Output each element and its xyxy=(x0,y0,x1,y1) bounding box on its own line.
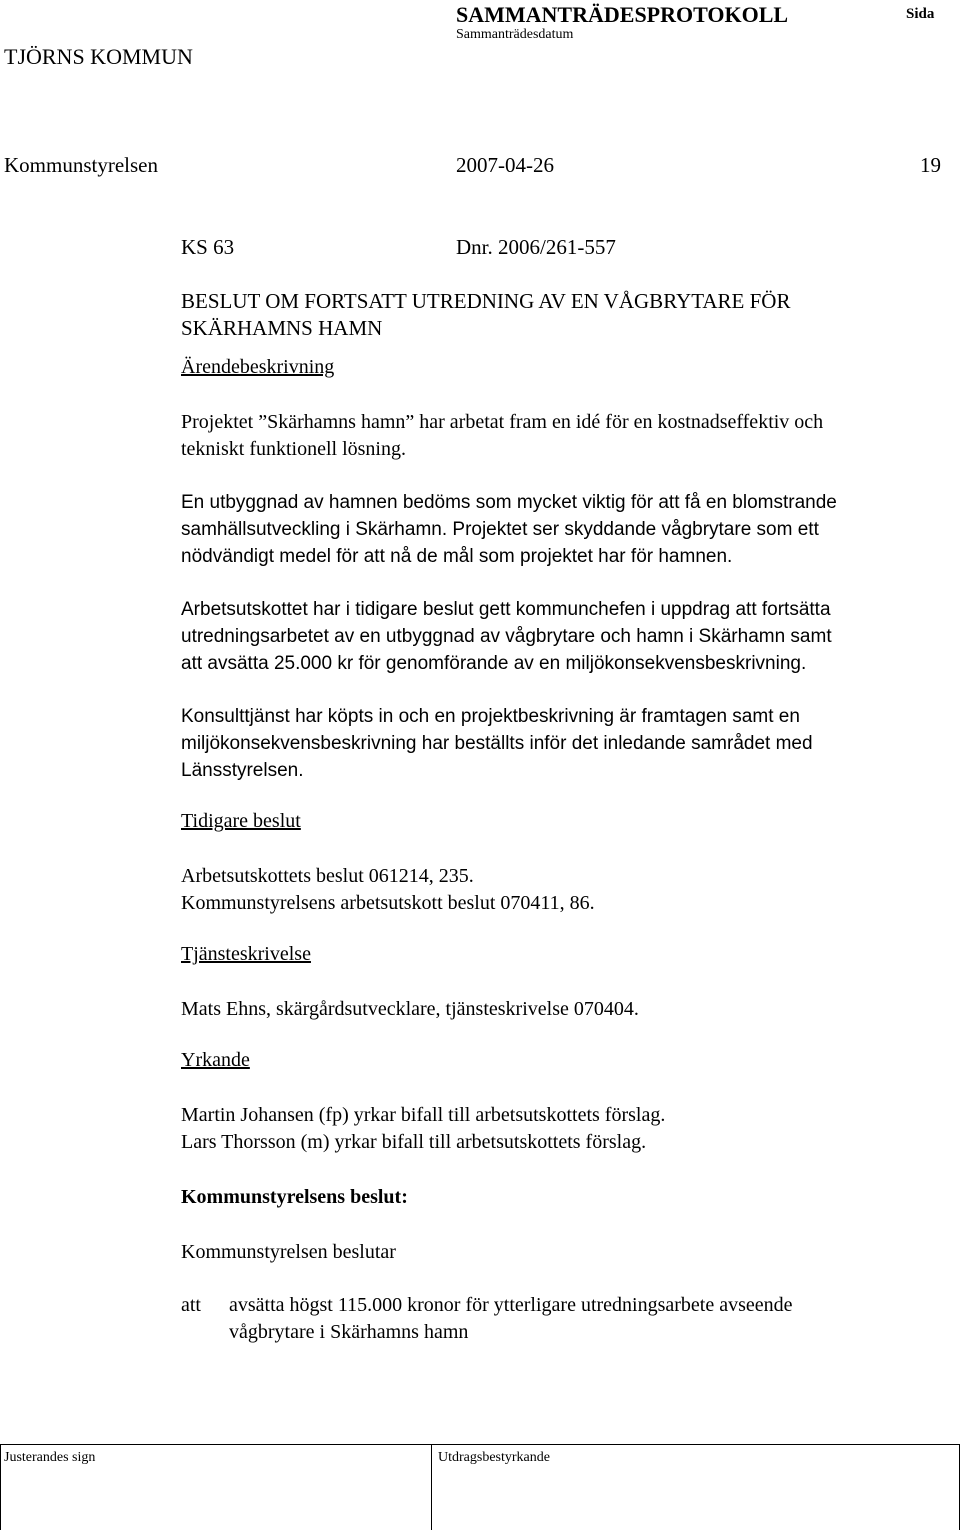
previous-decision-heading: Tidigare beslut xyxy=(181,810,301,832)
decision-item xyxy=(181,1292,941,1346)
description-paragraph-2: En utbyggnad av hamnen bedöms som mycket viktig för att få en blomstrande samhällsutveckling i Skärhamn. Projektet ser skyddande vågbrytare som ett nödvändigt medel för att nå de mål som projektet har för hamnen. xyxy=(181,492,837,567)
case-dnr: Dnr. 2006/261-557 xyxy=(456,235,616,259)
description-paragraph-3: Arbetsutskottet har i tidigare beslut gett kommunchefen i uppdrag att fortsätta utredningsarbetet av en utbyggnad av vågbrytare och hamn i Skärhamn samt att avsätta 25.000 kr för genomförande av en miljökonsekvensbeskrivning. xyxy=(181,599,832,674)
decision-lead: att xyxy=(181,1294,201,1316)
previous-decision-text: Arbetsutskottets beslut 061214, 235. Kommunstyrelsens arbetsutskott beslut 070411, 86. xyxy=(181,865,595,914)
description-heading: Ärendebeskrivning xyxy=(181,356,335,378)
footer-border-left xyxy=(0,1444,1,1530)
motion-heading: Yrkande xyxy=(181,1049,250,1071)
meeting-body: Kommunstyrelsen xyxy=(4,153,158,177)
sign-label: Justerandes sign xyxy=(4,1450,96,1465)
footer-divider xyxy=(0,1444,960,1445)
decision-heading: Kommunstyrelsens beslut: xyxy=(181,1186,408,1208)
extract-label: Utdragsbestyrkande xyxy=(438,1450,550,1465)
meeting-date: 2007-04-26 xyxy=(456,153,554,177)
case-title: BESLUT OM FORTSATT UTREDNING AV EN VÅGBRYTARE FÖR SKÄRHAMNS HAMN xyxy=(181,289,791,340)
case-number: KS 63 xyxy=(181,235,235,259)
page-label: Sida xyxy=(906,6,935,22)
page-number: 19 xyxy=(920,153,941,177)
protocol-subtitle: Sammanträdesdatum xyxy=(456,27,574,42)
document-content xyxy=(181,288,941,1346)
description-paragraph-1: Projektet ”Skärhamns hamn” har arbetat fram en idé för en kostnadseffektiv och tekniskt funktionell lösning. xyxy=(181,411,824,460)
motion-text: Martin Johansen (fp) yrkar bifall till arbetsutskottets förslag. Lars Thorsson (m) yrkar bifall till arbetsutskottets förslag. xyxy=(181,1104,666,1153)
footer-divider-middle xyxy=(431,1444,432,1530)
municipality-name: TJÖRNS KOMMUN xyxy=(4,44,193,69)
memo-text: Mats Ehns, skärgårdsutvecklare, tjänsteskrivelse 070404. xyxy=(181,998,639,1020)
description-paragraph-4: Konsulttjänst har köpts in och en projektbeskrivning är framtagen samt en miljökonsekvensbeskrivning har beställts inför det inledande samrådet med Länsstyrelsen. xyxy=(181,706,813,781)
protocol-title: SAMMANTRÄDESPROTOKOLL xyxy=(456,2,789,27)
decision-intro: Kommunstyrelsen beslutar xyxy=(181,1241,396,1263)
decision-text: avsätta högst 115.000 kronor för ytterligare utredningsarbete avseende vågbrytare i Skärhamns hamn xyxy=(229,1294,793,1343)
memo-heading: Tjänsteskrivelse xyxy=(181,943,311,965)
